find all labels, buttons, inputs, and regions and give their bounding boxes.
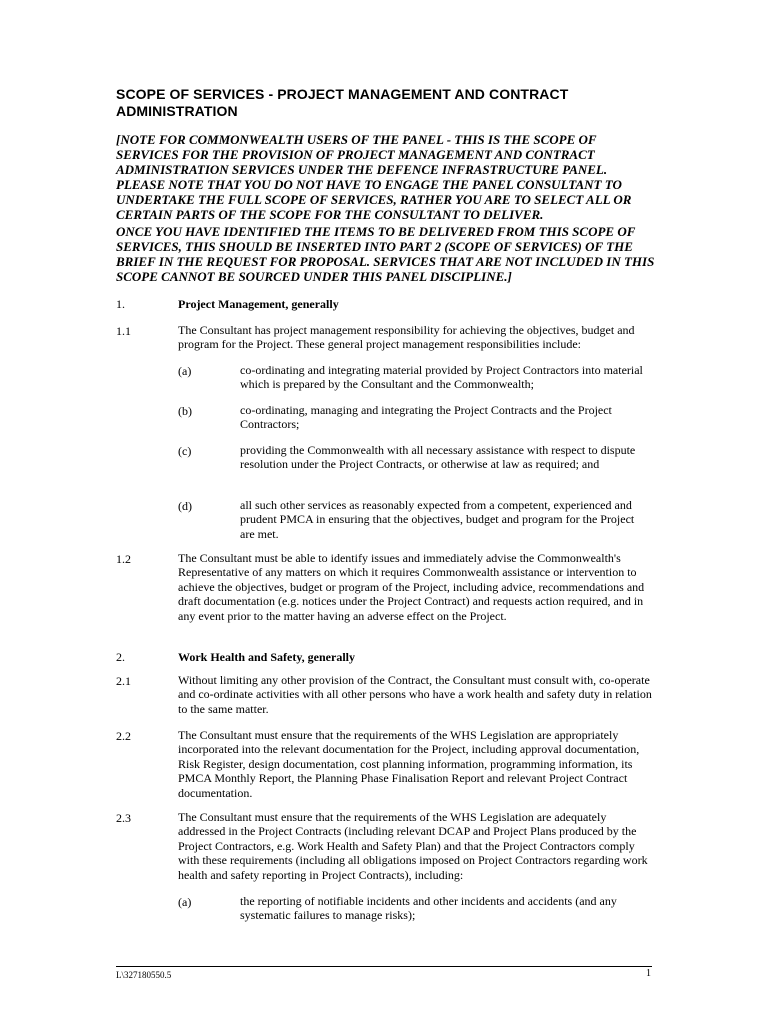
- clause-1-2-number: 1.2: [116, 552, 131, 566]
- clause-1-1-text: The Consultant has project management responsibility for achieving the objectives, budget and program for the Project. These general project management responsibilities include:: [178, 323, 635, 352]
- clause-2-1-text: Without limiting any other provision of the Contract, the Consultant must consult with, co-operate and co-ordinate activities with all other persons who have a work health and safety duty in relation to the same matter.: [178, 673, 652, 716]
- clause-2-3-text: The Consultant must ensure that the requirements of the WHS Legislation are adequately addressed in the Project Contracts (including relevant DCAP and Project Plans produced by the Project Contractors, e.g. Work Health and Safety Plan) and that the Project Contractors comply with these requirements (including all obligations imposed on Project Contractors regarding work health and safety reporting in Project Contracts), including:: [178, 810, 648, 882]
- footer-document-reference: L\327180550.5: [116, 970, 172, 980]
- clause-2-3-a-text: the reporting of notifiable incidents and other incidents and accidents (and any systematic failures to manage risks);: [240, 894, 617, 923]
- clause-1-1-b-text: co-ordinating, managing and integrating the Project Contracts and the Project Contractors;: [240, 403, 612, 432]
- drafting-note-2: ONCE YOU HAVE IDENTIFIED THE ITEMS TO BE DELIVERED FROM THIS SCOPE OF SERVICES, THIS SHOULD BE INSERTED INTO PART 2 (SCOPE OF SERVICES) OF THE BRIEF IN THE REQUEST FOR PROPOSAL. SERVICES THAT ARE NOT INCLUDED IN THIS SCOPE CANNOT BE SOURCED UNDER THIS PANEL DISCIPLINE.]: [116, 224, 655, 284]
- clause-1-1-number: 1.1: [116, 324, 131, 338]
- clause-2-1-number: 2.1: [116, 674, 131, 688]
- clause-1-1-c-label: (c): [178, 444, 192, 458]
- clause-2-3-a-label: (a): [178, 895, 192, 909]
- clause-2-3-number: 2.3: [116, 811, 131, 825]
- clause-2-2-text: The Consultant must ensure that the requirements of the WHS Legislation are appropriately incorporated into the relevant documentation for the Project, including approval documentation, Risk Register, design documentation, cost planning information, programming information, its PMCA Monthly Report, the Planning Phase Finalisation Report and relevant Project Contract documentation.: [178, 728, 640, 800]
- clause-1-1-b-label: (b): [178, 404, 192, 418]
- clause-1-1-a-label: (a): [178, 364, 192, 378]
- section-2-number: 2.: [116, 650, 125, 664]
- clause-1-1-d-label: (d): [178, 499, 192, 513]
- clause-1-1-d-text: all such other services as reasonably expected from a competent, experienced and prudent PMCA in ensuring that the objectives, budget and program for the Project are met.: [240, 498, 635, 541]
- drafting-note-1: [NOTE FOR COMMONWEALTH USERS OF THE PANEL - THIS IS THE SCOPE OF SERVICES FOR THE PROVISION OF PROJECT MANAGEMENT AND CONTRACT ADMINISTRATION SERVICES UNDER THE DEFENCE INFRASTRUCTURE PANEL. PLEASE NOTE THAT YOU DO NOT HAVE TO ENGAGE THE PANEL CONSULTANT TO UNDERTAKE THE FULL SCOPE OF SERVICES, RATHER YOU ARE TO SELECT ALL OR CERTAIN PARTS OF THE SCOPE FOR THE CONSULTANT TO DELIVER.: [116, 132, 632, 222]
- clause-1-1-c-text: providing the Commonwealth with all necessary assistance with respect to dispute resolution under the Project Contracts, or otherwise at law as required; and: [240, 443, 636, 472]
- footer-page-number: 1: [646, 968, 651, 979]
- document-title: SCOPE OF SERVICES - PROJECT MANAGEMENT AND CONTRACT ADMINISTRATION: [116, 86, 569, 119]
- section-1-heading: Project Management, generally: [178, 297, 339, 311]
- footer-divider: [116, 966, 652, 967]
- clause-1-2-text: The Consultant must be able to identify issues and immediately advise the Commonwealth's Representative of any matters on which it requires Commonwealth assistance or intervention to achieve the objectives, budget or program of the Project, including advice, recommendations and draft documentation (e.g. notices under the Project Contract) and requests action required, and in any event prior to the matter having an adverse effect on the Project.: [178, 551, 645, 623]
- section-1-number: 1.: [116, 297, 125, 311]
- clause-2-2-number: 2.2: [116, 729, 131, 743]
- clause-1-1-a-text: co-ordinating and integrating material provided by Project Contractors into material which is prepared by the Consultant and the Commonwealth;: [240, 363, 643, 392]
- section-2-heading: Work Health and Safety, generally: [178, 650, 355, 664]
